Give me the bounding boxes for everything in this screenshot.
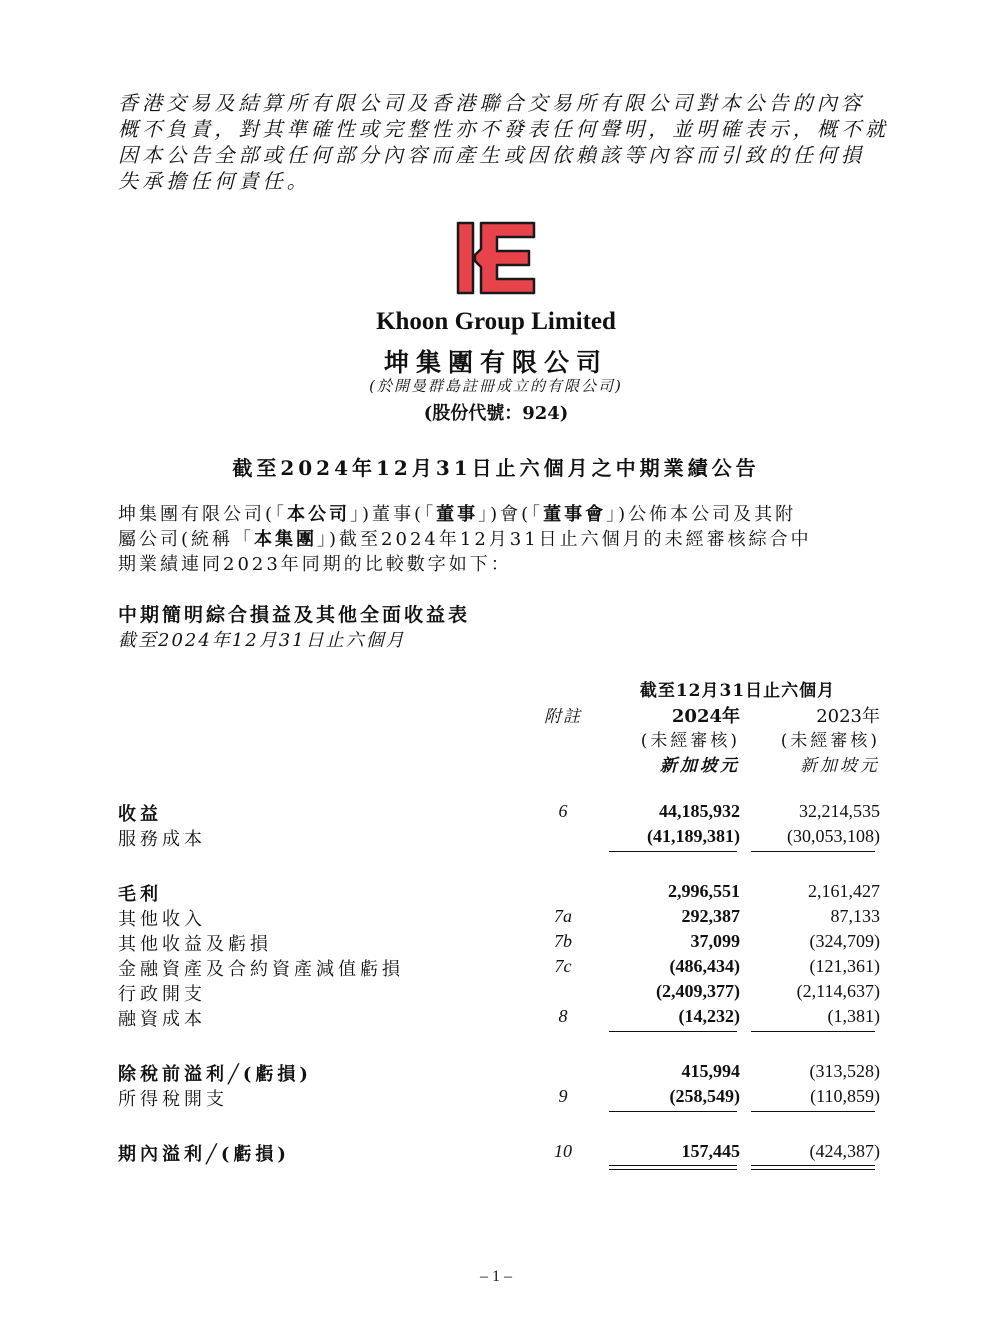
row-note: 7c [554, 956, 572, 976]
subtotal-rule [751, 1111, 875, 1112]
intro-line-1 [118, 502, 878, 527]
page-number: – 1 – [480, 1268, 512, 1285]
row-value-2023: 2,161,427 [808, 881, 880, 901]
row-label: 收益 [118, 804, 162, 825]
row-note: 9 [558, 1086, 568, 1106]
row-value-2023: (313,528) [809, 1061, 880, 1081]
row-label: 期內溢利╱(虧損) [118, 1144, 290, 1165]
intro-text: 」)會(「 [478, 504, 544, 525]
row-note: 7a [554, 906, 572, 926]
row-label: 其他收益及虧損 [118, 934, 272, 955]
intro-text: 」)截至2024年12月31日止六個月的未經審核綜合中 [317, 529, 812, 550]
defined-term: 董事 [436, 504, 479, 525]
incorporation-note: (於開曼群島註冊成立的有限公司) [369, 377, 623, 395]
header-year-2023: 2023年 [816, 706, 880, 727]
row-value-2024: (258,549) [669, 1086, 740, 1106]
header-currency-2023: 新加坡元 [800, 756, 880, 776]
header-unaudited-2023: (未經審核) [780, 731, 880, 751]
disclaimer [118, 90, 890, 194]
row-value-2023: (324,709) [809, 931, 880, 951]
disclaimer-line: 失承擔任何責任。 [118, 169, 311, 193]
announcement-title: 截至2024年12月31日止六個月之中期業績公告 [232, 456, 760, 480]
row-note: 8 [558, 1006, 568, 1026]
subtotal-rule [609, 851, 737, 852]
intro-line-2 [118, 527, 878, 552]
row-label: 除稅前溢利╱(虧損) [118, 1064, 312, 1085]
row-label: 所得稅開支 [118, 1089, 228, 1110]
header-notes: 附註 [544, 707, 582, 727]
row-value-2024: 37,099 [690, 931, 740, 951]
disclaimer-line: 因本公告全部或任何部分內容而產生或因依賴該等內容而引致的任何損 [118, 143, 866, 167]
defined-term: 本公司 [287, 504, 351, 525]
subtotal-rule [609, 1031, 737, 1032]
row-value-2023: 87,133 [830, 906, 880, 926]
row-value-2023: (121,361) [809, 956, 880, 976]
statement-title: 中期簡明綜合損益及其他全面收益表 [118, 604, 471, 626]
intro-paragraph [118, 502, 878, 577]
row-value-2023: 32,214,535 [799, 801, 880, 821]
intro-text: 屬公司(統稱「 [118, 529, 255, 550]
row-value-2024: 415,994 [681, 1061, 740, 1081]
row-value-2023: (110,859) [810, 1086, 880, 1106]
defined-term: 本集團 [254, 529, 318, 550]
row-value-2024: (2,409,377) [656, 981, 740, 1001]
row-value-2023: (1,381) [827, 1006, 880, 1026]
row-note: 7b [554, 931, 572, 951]
intro-text: 」)董事(「 [350, 504, 437, 525]
intro-text: 坤集團有限公司(「 [118, 504, 288, 525]
row-value-2024: (14,232) [678, 1006, 740, 1026]
header-year-2024: 2024年 [671, 706, 740, 727]
intro-line-3: 期業績連同2023年同期的比較數字如下： [118, 554, 512, 575]
defined-term: 董事會 [543, 504, 607, 525]
row-note: 6 [558, 801, 568, 821]
row-value-2024: (486,434) [669, 956, 740, 976]
intro-text: 」)公佈本公司及其附 [606, 504, 797, 525]
row-value-2024: 292,387 [681, 906, 740, 926]
stock-code: (股份代號：924) [423, 403, 569, 424]
row-label: 金融資產及合約資產減值虧損 [118, 959, 404, 980]
row-label: 毛利 [118, 884, 162, 905]
row-label: 其他收入 [118, 909, 206, 930]
subtotal-rule [609, 1111, 737, 1112]
row-value-2023: (2,114,637) [796, 981, 880, 1001]
header-period: 截至12月31日止六個月 [639, 681, 836, 701]
row-value-2023: (30,053,108) [787, 826, 880, 846]
row-value-2023: (424,387) [809, 1141, 880, 1161]
statement-subtitle: 截至2024年12月31日止六個月 [118, 630, 406, 651]
company-logo [455, 220, 537, 296]
row-value-2024: 2,996,551 [668, 881, 740, 901]
row-label: 服務成本 [118, 829, 206, 850]
total-double-rule [609, 1165, 737, 1170]
row-value-2024: (41,189,381) [647, 826, 740, 846]
company-name-en: Khoon Group Limited [376, 308, 616, 335]
row-label: 融資成本 [118, 1009, 206, 1030]
subtotal-rule [751, 1031, 875, 1032]
row-label: 行政開支 [118, 984, 206, 1005]
row-value-2024: 44,185,932 [659, 801, 740, 821]
row-value-2024: 157,445 [681, 1141, 740, 1161]
header-unaudited-2024: (未經審核) [640, 731, 740, 751]
subtotal-rule [751, 851, 875, 852]
row-note: 10 [554, 1141, 572, 1161]
company-name-zh: 坤集團有限公司 [383, 348, 608, 377]
header-currency-2024: 新加坡元 [660, 756, 740, 776]
disclaimer-line: 香港交易及結算所有限公司及香港聯合交易所有限公司對本公告的內容 [118, 91, 866, 115]
total-double-rule [751, 1165, 875, 1170]
disclaimer-line: 概不負責，對其準確性或完整性亦不發表任何聲明，並明確表示，概不就 [118, 117, 890, 141]
